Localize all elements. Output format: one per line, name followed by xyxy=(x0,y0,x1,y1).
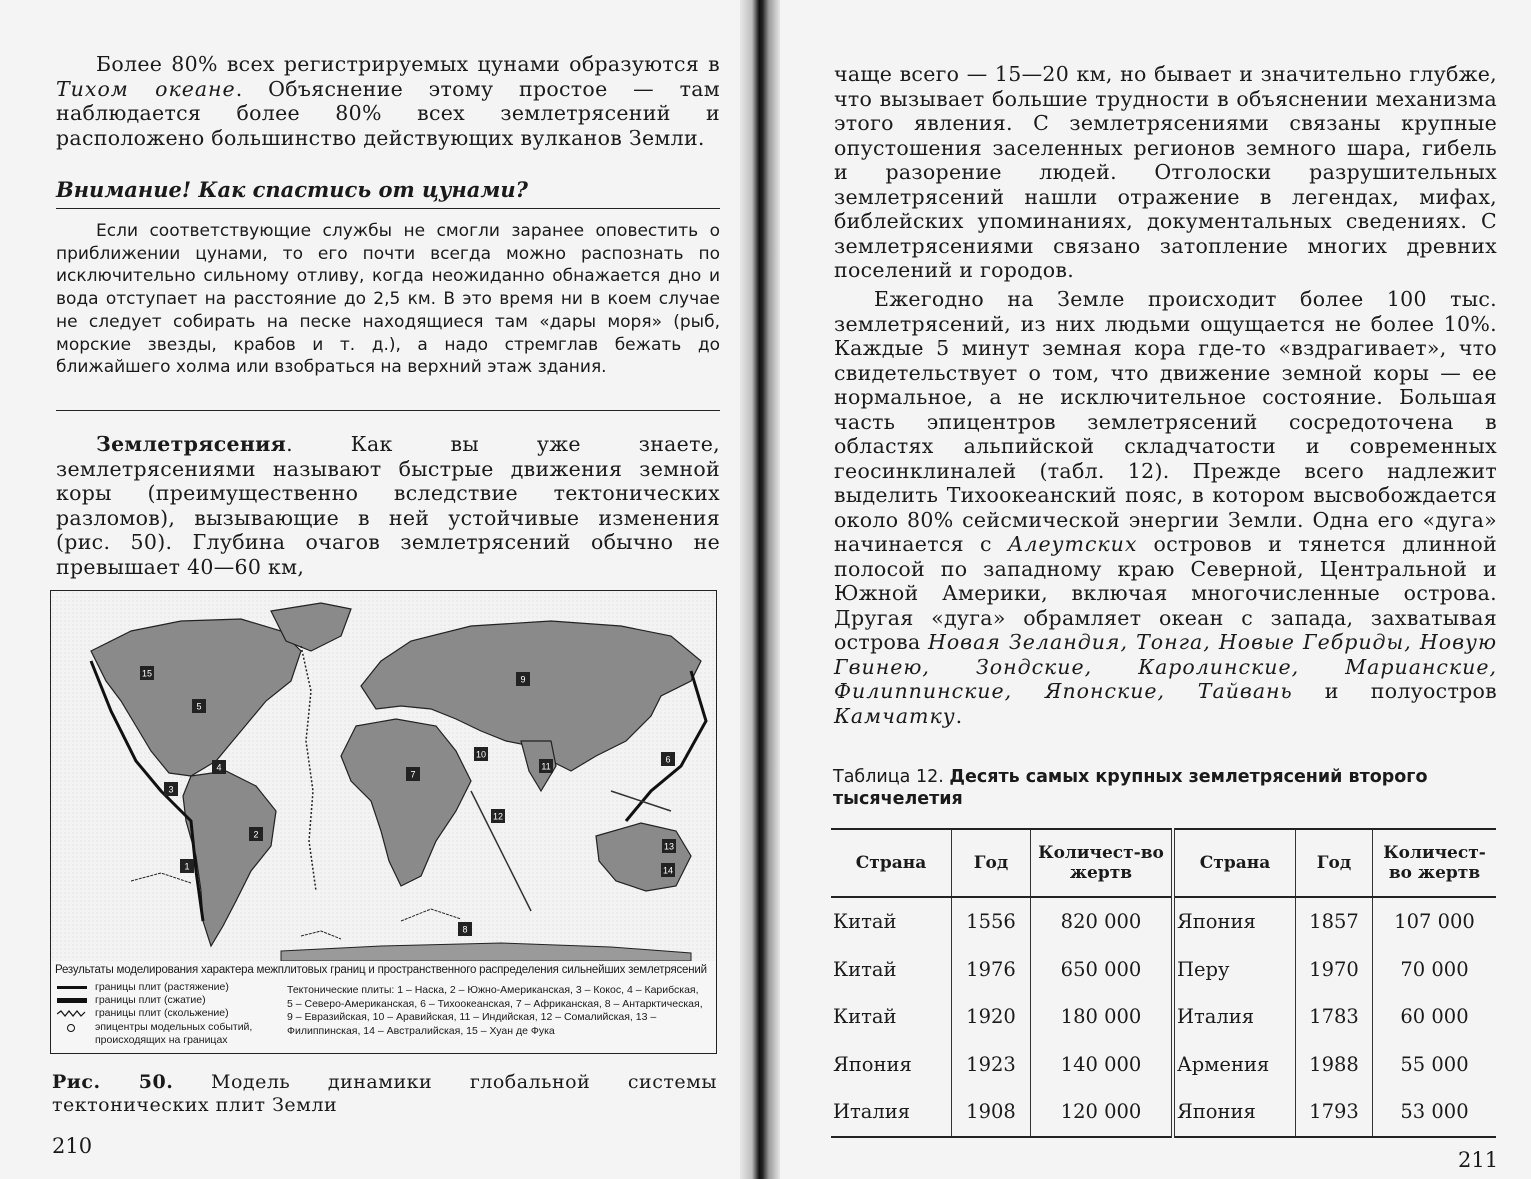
attention-top-rule xyxy=(56,208,720,209)
plate-label: 3 xyxy=(168,784,174,795)
attention-bottom-rule xyxy=(56,410,720,411)
table-cell: 1556 xyxy=(952,897,1031,946)
legend-extension: границы плит (растяжение) xyxy=(57,981,229,994)
epicenter-circle-icon xyxy=(57,1021,87,1030)
table-cell: Италия xyxy=(1173,993,1296,1041)
earthquakes-table xyxy=(831,828,1496,1138)
table-cell: Китай xyxy=(833,910,897,934)
col-victims: Количест-во жертв xyxy=(1031,829,1174,897)
attention-box-text: Если соответствующие службы не смогли заранее оповестить о приближении цунами, то его почти всегда можно распознать по исключительно сильному отливу, когда неожиданно обнажается дно и вода отступает на расстояние до 2,5 км. В это время ни в коем случае не следует собирать на песке находящиеся там «дары моря» (рыб, морские звезды, крабов и т. д.), а надо стремглав бежать до ближайшего холма или взобраться на верхний этаж здания. xyxy=(56,221,720,378)
annual-quakes-paragraph: Ежегодно на Земле происходит более 100 тыс. землетрясений, из них людьми ощущается не более 10%. Каждые 5 минут земная кора где-то «вздрагивает», что свидетельствует о том, что движение земной коры — ее нормальное, а не исключительное состояние. Большая часть эпицентров землетрясений сосредоточена в областях альпийской складчатости и современных геосинклиналей (табл. 12). Прежде всего надлежит выделить Тихоокеанский пояс, в котором высвобождается около 80% сейсмической энергии Земли. Одна его «дуга» начинается с Алеутских островов и тянется длинной полосой по западному краю Северной, Центральной и Южной Америки, включая многочисленные острова. Другая «дуга» обрамляет океан с запада, захватывая острова Новая Зеландия, Тонга, Новые Гебриды, Новую Гвинею, Зондские, Каролинские, Марианские, Филиппинские, Японские, Тайвань и полуостров Камчатку. xyxy=(834,287,1497,728)
col-year-2: Год xyxy=(1296,829,1373,897)
kamchatka-term: Камчатку xyxy=(834,703,956,728)
table-cell: Перу xyxy=(1173,946,1296,994)
plate-label: 8 xyxy=(462,924,468,935)
table-cell: 120 000 xyxy=(1031,1088,1174,1137)
plate-label: 1 xyxy=(184,861,190,872)
table-cell: 1783 xyxy=(1296,993,1373,1041)
legend-items xyxy=(51,981,281,1051)
col-country-2: Страна xyxy=(1173,829,1296,897)
table-row xyxy=(831,993,1496,1041)
table-cell: Япония xyxy=(1173,1088,1296,1137)
plate-label: 10 xyxy=(475,749,487,760)
table-row xyxy=(831,897,1496,946)
earthquakes-text: . Как вы уже знаете, землетрясениями называют быстрые движения земной коры (преимущественно вследствие тектонических разломов), вызывающие в ней устойчивые изменения (рис. 50). Глубина очагов землетрясений обычно не превышает 40—60 км, xyxy=(56,432,720,579)
table-cell: Япония xyxy=(1173,897,1296,946)
table-cell: 1908 xyxy=(952,1088,1031,1137)
figure-caption xyxy=(52,1071,717,1117)
aleutian-term: Алеутских xyxy=(1007,532,1138,556)
legend-epicenters: эпицентры модельных событий, происходящих на границах xyxy=(57,1021,275,1047)
page-number-right: 211 xyxy=(1458,1148,1499,1172)
plate-label: 7 xyxy=(410,769,416,780)
table-cell: Китай xyxy=(833,957,897,981)
earthquakes-term: Землетрясения xyxy=(96,432,287,456)
table-caption xyxy=(833,766,1531,810)
table-cell: Италия xyxy=(831,1088,952,1137)
book-spine xyxy=(740,0,780,1179)
plates-list: Тектонические плиты: 1 – Наска, 2 – Южно-Американская, 3 – Кокос, 4 – Карибская, 5 – Северо-Американская, 6 – Тихоокеанская, 7 – Африканская, 8 – Антарктическая, 9 – Евразийская, 10 – Аравийская, 11 – Индийская, 12 – Сомалийская, 13 – Филиппинская, 14 – Австралийская, 15 – Хуан де Фука xyxy=(287,984,703,1037)
plate-label: 14 xyxy=(662,865,674,876)
table-caption-title: Десять самых крупных землетрясений второго тысячелетия xyxy=(833,767,1428,809)
islands-list: Новая Зеландия, Тонга, Новые Гебриды, Новую Гвинею, Зондские, Каролинские, Марианские, Филиппинские, Японские, Тайвань xyxy=(834,630,1497,703)
table-cell: 60 000 xyxy=(1373,993,1497,1041)
plate-label: 13 xyxy=(663,841,675,852)
table-cell: Япония xyxy=(833,1052,912,1076)
col-country: Страна xyxy=(831,829,952,897)
table-cell: Армения xyxy=(1173,1041,1296,1089)
transform-line-icon xyxy=(57,1009,87,1018)
table-cell: 1988 xyxy=(1296,1041,1373,1089)
plate-label: 2 xyxy=(253,829,259,840)
table-cell: 1976 xyxy=(952,946,1031,994)
continued-paragraph: чаще всего — 15—20 км, но бывает и значительно глубже, что вызывает большие трудности в объяснении механизма этого явления. С землетрясениями связаны крупные опустошения заселенных регионов земного шара, гибель и разорение людей. Отголоски разрушительных землетрясений нашли отражение в легендах, мифах, библейских упоминаниях, документальных сведениях. С землетрясениями связано затопление многих древних поселений и городов. xyxy=(834,62,1497,282)
col-year: Год xyxy=(952,829,1031,897)
attention-heading: Внимание! Как спастись от цунами? xyxy=(56,177,528,202)
plate-label: 11 xyxy=(541,761,551,772)
tsunami-text-1: Более 80% всех регистрируемых цунами образуются в xyxy=(96,52,720,76)
left-page xyxy=(0,0,740,1179)
table-cell: 1793 xyxy=(1296,1088,1373,1137)
plate-label: 9 xyxy=(520,674,526,685)
pacific-ocean-term: Тихом океане xyxy=(56,76,236,101)
plate-label: 5 xyxy=(196,701,202,712)
table-cell: 53 000 xyxy=(1373,1088,1497,1137)
table-cell: 820 000 xyxy=(1031,897,1174,946)
extension-line-icon xyxy=(57,983,87,992)
world-map xyxy=(51,591,716,961)
plate-label: 4 xyxy=(216,762,222,773)
tectonic-plates-figure xyxy=(50,590,717,1054)
plate-label: 12 xyxy=(492,811,504,822)
legend-compression: границы плит (сжатие) xyxy=(57,994,206,1007)
legend-transform: границы плит (скольжение) xyxy=(57,1007,229,1020)
table-header-row xyxy=(831,829,1496,897)
table-cell: 180 000 xyxy=(1031,993,1174,1041)
earthquakes-paragraph xyxy=(56,432,720,579)
table-cell: 650 000 xyxy=(1031,946,1174,994)
table-cell: 55 000 xyxy=(1373,1041,1497,1089)
table-cell: 70 000 xyxy=(1373,946,1497,994)
table-cell: 140 000 xyxy=(1031,1041,1174,1089)
tsunami-text-2: . Объяснение этому простое — там наблюдается более 80% всех землетрясений и расположено большинство действующих вулканов Земли. xyxy=(56,76,720,150)
legend-title: Результаты моделирования характера межплитовых границ и пространственного распределения сильнейших землетрясений xyxy=(55,964,707,976)
table-cell: 1857 xyxy=(1296,897,1373,946)
table-caption-label: Таблица 12. xyxy=(833,767,944,787)
table-cell: 1970 xyxy=(1296,946,1373,994)
compression-line-icon xyxy=(57,996,87,1005)
table-cell: 1920 xyxy=(952,993,1031,1041)
table-row xyxy=(831,1088,1496,1137)
plate-label: 6 xyxy=(665,754,671,765)
table-cell: 107 000 xyxy=(1373,897,1497,946)
col-victims-2: Количест-во жертв xyxy=(1373,829,1497,897)
tsunami-paragraph xyxy=(56,52,720,150)
table-cell: Китай xyxy=(833,1005,897,1029)
plate-label: 15 xyxy=(141,668,153,679)
table-cell: 1923 xyxy=(952,1041,1031,1089)
figure-caption-text: Модель динамики глобальной системы тектонических плит Земли xyxy=(52,1071,717,1116)
figure-caption-label: Рис. 50. xyxy=(52,1071,174,1093)
table-row xyxy=(831,1041,1496,1089)
table-row xyxy=(831,946,1496,994)
page-number-left: 210 xyxy=(52,1134,93,1158)
